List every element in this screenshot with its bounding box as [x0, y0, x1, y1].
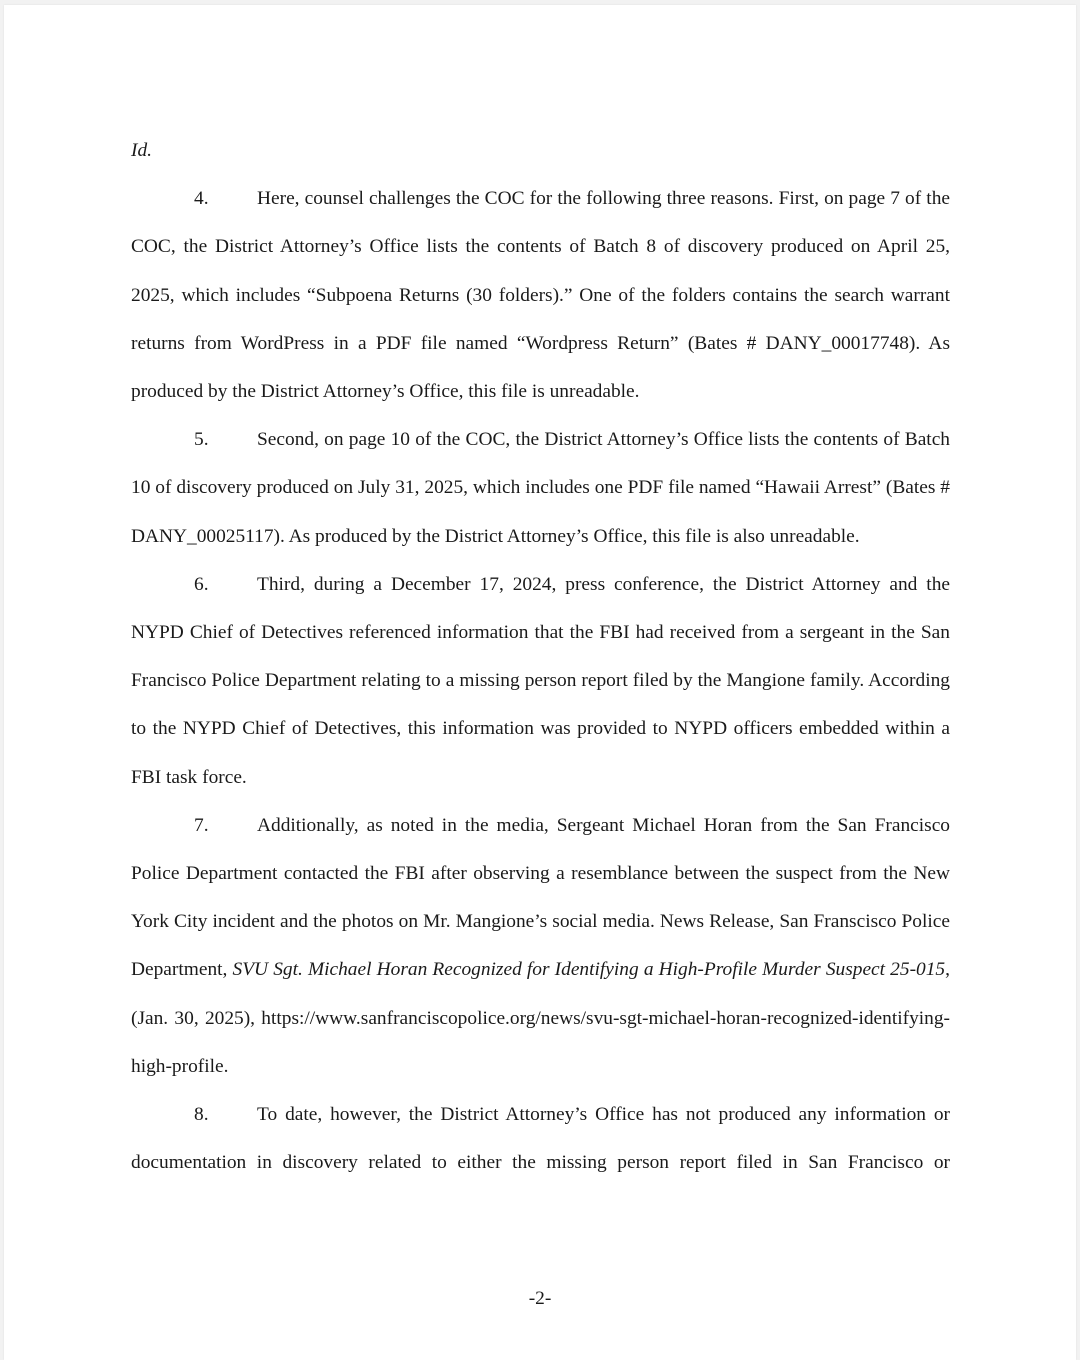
paragraph-number: 5.: [194, 429, 209, 451]
news-release-title: SVU Sgt. Michael Horan Recognized for Identifying a High-Profile Murder Suspect 25-015: [232, 959, 946, 981]
page-number: -2-: [528, 1288, 552, 1309]
paragraph-number: 7.: [194, 814, 209, 836]
paragraph-number: 4.: [194, 188, 209, 210]
paragraph-text: Second, on page 10 of the COC, the District Attorney’s Office lists the contents of Batch 10 of discovery produced on July 31, 2025, which includes one PDF file named “Hawaii Arrest” (Bates # DANY_00025117). As produced by the District Attorney’s Office, this file is also unreadable.: [131, 429, 950, 547]
paragraph-text: Third, during a December 17, 2024, press conference, the District Attorney and the NYPD Chief of Detectives referenced information that the FBI had received from a sergeant in the San Francisco Police Department relating to a missing person report filed by the Mangione family. According to the NYPD Chief of Detectives, this information was provided to NYPD officers embedded within a FBI task force.: [131, 573, 950, 788]
paragraph-7: [131, 802, 950, 1091]
id-citation: Id.: [131, 140, 153, 161]
paragraph-5: [131, 416, 950, 561]
paragraph-number: 6.: [194, 573, 209, 595]
paragraph-text: Here, counsel challenges the COC for the following three reasons. First, on page 7 of the COC, the District Attorney’s Office lists the contents of Batch 8 of discovery produced on April 25, 2025, which includes “Subpoena Returns (30 folders).” One of the folders contains the search warrant returns from WordPress in a PDF file named “Wordpress Return” (Bates # DANY_00017748). As produced by the District Attorney’s Office, this file is unreadable.: [131, 188, 950, 403]
document-page: [4, 5, 1076, 1360]
document-body: [131, 127, 950, 1187]
paragraph-4: [131, 175, 950, 416]
paragraph-number: 8.: [194, 1104, 209, 1126]
paragraph-text: To date, however, the District Attorney’s Office has not produced any information or documentation in discovery related to either the missing person report filed in San Francisco or: [131, 1104, 950, 1174]
paragraph-text: Additionally, as noted in the media, Sergeant Michael Horan from the San Francisco Police Department contacted the FBI after observing a resemblance between the suspect from the New York City incident and the photos on Mr. Mangione’s social media. News Release, San Franscisco Police Department,: [131, 814, 950, 981]
citation-date-url[interactable]: , (Jan. 30, 2025), https://www.sanfranciscopolice.org/news/svu-sgt-michael-horan-recognized-identifying-high-profile.: [131, 959, 950, 1077]
paragraph-8: [131, 1091, 950, 1187]
paragraph-6: [131, 561, 950, 802]
